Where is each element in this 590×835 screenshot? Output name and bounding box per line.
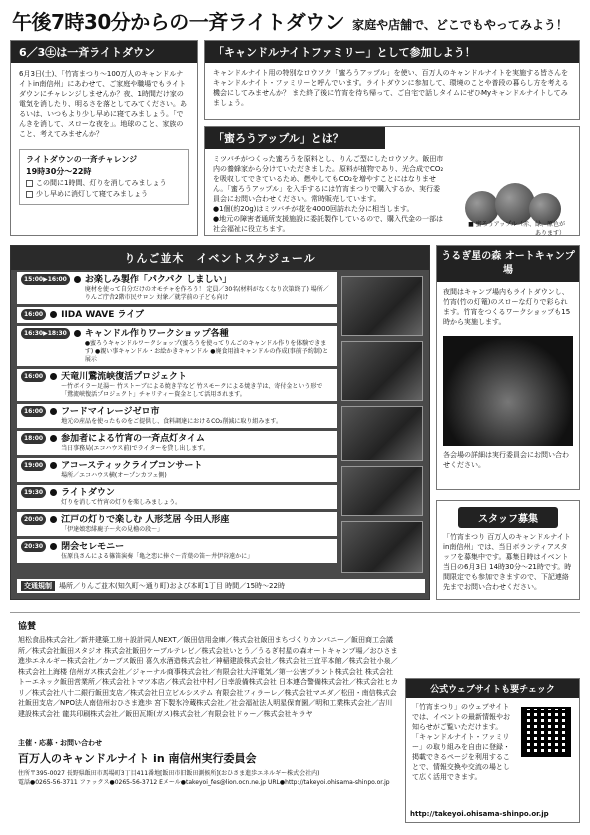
bullet-icon [50,373,57,380]
schedule-time: 20:30 [21,541,46,552]
lightdown-box [10,40,198,236]
sponsors-heading: 協賛 [18,622,37,632]
apple-caption: ■ 蜜ろうアップル（赤、緑、原色があります） [468,221,565,237]
headline-main: 午後7時30分からの一斉ライトダウン [12,10,345,34]
schedule-event-title: お楽しみ製作「パクパク しましい」 [84,275,232,285]
schedule-content [85,328,333,364]
schedule-time: 16:00 [21,371,46,382]
schedule-event-title: アコースティックライブコンサート [61,461,203,471]
schedule-item [17,539,337,563]
schedule-time: 16:00 [21,406,46,417]
schedule-content [61,487,181,507]
lightdown-body: 6月3日(土)、「竹宵まつり〜100万人のキャンドルナイトin南信州」にあわせて、ご家庭や職場でもライトダウンにチャレンジしませんか？夜、1時間だけ家の電気を消したり、明るさを落としてみてください。あるいは、いつもより少し早めに寝てみましょう。「でんきを消して、スローな夜を」。地球のこと、家族のこと、考えてみませんか？ [19,70,187,138]
camp-body: 夜間はキャンプ場内もライトダウンし、竹宵(竹の灯篭)のスローな灯りで彩られます。竹宵をつくるワークショップも15時から実施します。 [443,288,571,326]
family-box [204,40,580,120]
camp-photo [443,336,573,446]
schedule-event-note: 当日事務局(エコハウス前)でライターを貸し出します。 [61,445,209,452]
schedule-event-note: 「伊達娘恋緋鹿子〜火の見櫓の段〜」 [61,526,164,533]
schedule-content [61,433,209,453]
checkbox-icon[interactable] [26,180,33,187]
apple-note: ●地元の障害者通所支援施設に委託製作しているので、購入代金の一部は社会福祉に役立ちます。 [213,215,443,233]
schedule-item [17,307,337,323]
organizer-name: 百万人のキャンドルナイト in 南信州実行委員会 [18,752,257,765]
family-title: 「キャンドルナイトファミリー」として参加しよう！ [205,41,579,63]
schedule-content [85,274,333,302]
boiler-photo [341,341,423,401]
schedule-time: 18:00 [21,433,46,444]
schedule-title: りんご並木 イベントスケジュール [11,246,429,270]
challenge-option[interactable] [26,178,182,189]
schedule-event-title: キャンドル作りワークショップ各種 [84,329,229,339]
organizer-contact: 電話●0265-56-3711 ファックス●0265-56-3712 Eメール●takeyoi_fes@lion.ocn.ne.jp URL●http://takeyoi.ohisama-shinpo.or.jp [18,779,390,786]
schedule-content [61,541,253,561]
family-body: キャンドルナイト用の特別なロウソク「蜜ろうアップル」を使い、百万人のキャンドルナイトを実施する皆さんをキャンドルナイト・ファミリーと呼んでいます。ライトダウンに参加して、環境のことや普段の暮らし方を考える機会にしてみませんか？ また終了後に竹宵を待ち帰って、ご自宅で話しタイムにぜひMyキャンドルナイトしてみましょう。 [213,69,569,107]
event-schedule [10,245,430,600]
schedule-event-note: 伍原良さんによる篠笛演奏「亀之恋に捧ぐ〜青葉の笛〜井伊谷遠かに」 [61,553,254,560]
schedule-event-title: 天竜川鵞流峡復活プロジェクト [61,372,187,382]
schedule-item [17,458,337,482]
website-title: 公式ウェブサイトも要チェック [406,679,579,698]
bullet-icon [50,543,57,550]
concert-photo [341,466,423,516]
challenge-option-label: 少し早めに消灯して寝てみましょう [36,190,148,198]
staff-title: スタッフ募集 [458,507,558,528]
camp-title: うるぎ星の森 オートキャンプ場 [437,246,579,282]
workshop-photo [341,276,423,336]
schedule-event-note: 〜竹ボイラー足湯〜 竹ストーブによる焼き芋など 竹スモークによる焼き芋は、寄付金という形で「鵞流峡復活プロジェクト」チャリティー資金として活用されます。 [61,383,323,398]
challenge-option-label: この間に1時間、灯りを消してみましょう [36,179,167,187]
schedule-item [17,431,337,455]
schedule-event-title: 閉会セレモニー [61,542,125,552]
website-url-link[interactable]: http://takeyoi.ohisama-shinpo.or.jp [410,810,549,818]
challenge-option[interactable] [26,189,182,200]
challenge-box [19,149,189,205]
challenge-title: ライトダウンの一斉チャレンジ [26,155,138,164]
apple-title: 「蜜ろうアップル」とは？ [205,127,385,149]
schedule-content [61,406,282,426]
schedule-event-title: ライトダウン [61,488,115,498]
schedule-item [17,485,337,509]
apple-candles-photo [465,165,565,237]
traffic-notice [17,579,425,593]
bullet-icon [50,408,57,415]
challenge-time: 19時30分〜22時 [26,167,92,176]
bullet-icon [50,435,57,442]
schedule-time: 19:00 [21,460,46,471]
schedule-time: 19:30 [21,487,46,498]
traffic-tag: 交通規制 [21,581,55,591]
schedule-item [17,369,337,401]
schedule-time: 20:00 [21,514,46,525]
schedule-item [17,326,337,366]
bullet-icon [50,489,57,496]
schedule-event-note: 地元の産品を使ったものをご提供し、食料調達におけるCO₂削減に取り組みます。 [61,418,282,425]
schedule-item [17,512,337,536]
organizer-address: 住所〒395-0027 長野県飯田市馬場町3丁目411番地[飯田市旧飯田測候所](おひさま進歩エネルギー株式会社内) [18,770,320,777]
schedule-list [17,272,337,566]
schedule-event-title: IIDA WAVE ライブ [61,310,144,320]
schedule-event-note: 場所／エコハウス横(オープンカフェ側) [61,472,167,479]
bullet-icon [74,276,81,283]
schedule-content [61,309,144,321]
apple-body [205,149,453,239]
staff-box [436,500,580,600]
schedule-item [17,404,337,428]
sponsors-list: 旭松食品株式会社／新井建築工房＋設計同人NEXT／飯田信用金庫／株式会社飯田まちづくりカンパニー／飯田商工会議所／株式会社飯田スタジオ 株式会社飯田ケーブルテレビ／株式会社いとう／うるぎ村星の森オートキャンプ場／おひさま進歩エネルギー株式会社／カーブス飯田 喜久水酒造株式会社／神稲建設株式会社／株式会社三宜平本館／株式会社小泉／株式会社上海楼 信州ガス株式会社／ジャーナル商事株式会社／有限会社大洋電気／第一公害プラント株式会社 株式会社トーエネック飯田営業所／株式会社トマツ本店／株式会社中村／日幸設備株式会社 日本連合警備株式会社／株式会社ヒカリ／株式会社八十二銀行飯田支店／株式会社日立ビルシステム 有限会社フィラーレ／株式会社マエダ／松田・南信株式会社飯田支店／NPO法人南信州おひさま進歩 宮下製氷冷蔵株式会社／社会福祉法人明星保育園／明和工業株式会社／吉川建設株式会社 龍共印刷株式会社／飯田瓦斯(ガス)株式会社／有限会社ドゥー／株式会社キラヤ [18,636,399,718]
bullet-icon [50,462,57,469]
apple-description: ミツバチがつくった蜜ろうを原料とし、りんご型にしたロウソク。飯田市内の養蜂家から分けていただきました。原料が植物であり、光合成でCO₂を吸収してできているため、燃やしてもCO₂を増やすことにはなりません。「蜜ろうアップル」を入手するには竹宵まつりで購入するか、実行委員会にお問い合わせください。常時販売しています。 [213,155,444,203]
schedule-item [17,272,337,304]
schedule-event-note: ●蜜ろうキャンドルワークショップ(蜜ろうを使ってりんごのキャンドル作りを体験できます) ●親い事キャンドル・お絵かきキャンドル ●廃食用油キャンドルの作成(事前予約制)と展示 [84,340,329,363]
headline [12,6,578,36]
qr-code-icon[interactable] [521,707,571,757]
schedule-content [61,460,202,480]
candle-lighting-photo [341,406,423,461]
checkbox-icon[interactable] [26,191,33,198]
schedule-event-title: フードマイレージゼロ市 [61,407,160,417]
traffic-text: 場所／りんご並木(知久町〜通り町)および本町1丁目 時間／15時〜22時 [59,582,285,590]
apple-note: ●1個(約20g)はミツバチが花を4000回訪れた分に相当します。 [213,205,414,213]
schedule-content [61,371,333,399]
website-box [405,678,580,823]
bullet-icon [74,330,81,337]
schedule-event-note: 廃材を使って自分だけのオモチャを作ろう！ 定員／30名(材料がなくなり次第終了) 場所／りんご庁舎2階市民サロン 対象／就学前の子ども向け [84,286,329,301]
schedule-time: 15:00▶16:00 [21,274,70,285]
organizer-block [18,738,398,787]
schedule-content [61,514,229,534]
puppet-photo [341,521,423,573]
staff-body: 「竹宵まつり 百万人のキャンドルナイトin南信州」では、当日ボランティアスタッフを募集中です。募集日時はイベント当日の6月3日 14時30分〜21時です。時間限定でも参加できますので、下記連絡先までお問い合わせください。 [443,533,572,591]
website-body: 「竹宵まつり」のウェブサイトでは、イベントの最新情報やお知らせがご覧いただけます。「キャンドルナイト・ファミリー」の取り組みを自由に登録・掲載できるページを利用することで、情報交換や交流の場として広く活用できます。 [412,703,510,781]
headline-sub: 家庭や店舗で、どこでもやってみよう！ [352,18,568,32]
organizer-label: 主催・応募・お問い合わせ [18,739,102,747]
camp-box [436,245,580,490]
schedule-event-note: 灯りを消して竹宵の灯りを楽しみましょう。 [61,499,182,506]
schedule-event-title: 江戸の灯りで楽しむ 人形芝居 今田人形座 [61,515,230,525]
camp-note: 各会場の詳細は実行委員会にお問い合わせください。 [443,451,569,469]
bullet-icon [50,516,57,523]
lightdown-title: 6／3㊏は一斉ライトダウン [11,41,197,63]
apple-box [204,126,580,236]
schedule-time: 16:00 [21,309,46,320]
sponsors-section [10,612,580,827]
bullet-icon [50,311,57,318]
schedule-time: 16:30▶18:30 [21,328,70,339]
schedule-event-title: 参加者による竹宵の一斉点灯タイム [61,434,205,444]
